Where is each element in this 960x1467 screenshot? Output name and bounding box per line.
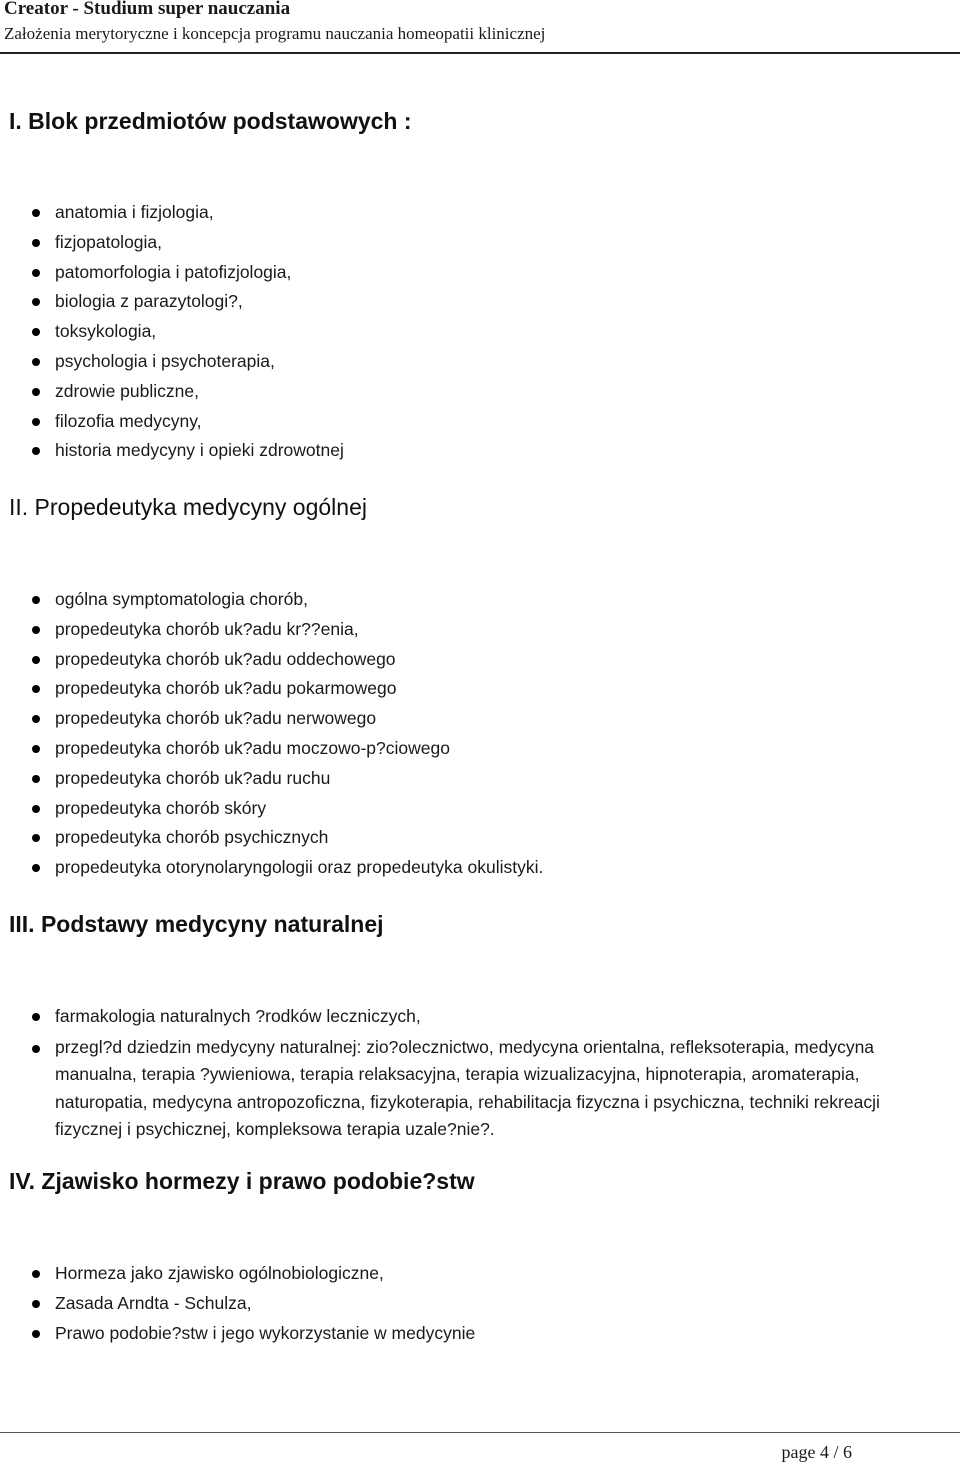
bullet-icon <box>32 834 40 842</box>
section-heading-1: I. Blok przedmiotów podstawowych : <box>9 108 412 134</box>
list-item: anatomia i fizjologia, <box>0 198 950 228</box>
section-heading-4: IV. Zjawisko hormezy i prawo podobie?stw <box>9 1168 475 1194</box>
list-item: filozofia medycyny, <box>0 407 950 437</box>
bullet-icon <box>32 656 40 664</box>
bullet-icon <box>32 1045 40 1053</box>
list-item: propedeutyka chorób uk?adu nerwowego <box>0 704 950 734</box>
bullet-icon <box>32 864 40 872</box>
list-item: biologia z parazytologi?, <box>0 287 950 317</box>
list-item: Hormeza jako zjawisko ogólnobiologiczne, <box>0 1259 950 1289</box>
bullet-icon <box>32 418 40 426</box>
bullet-icon <box>32 596 40 604</box>
bullet-icon <box>32 388 40 396</box>
bullet-icon <box>32 626 40 634</box>
list-item: patomorfologia i patofizjologia, <box>0 258 950 288</box>
page-number: page 4 / 6 <box>781 1442 852 1462</box>
bullet-icon <box>32 1330 40 1338</box>
bullet-icon <box>32 209 40 217</box>
list-item: Zasada Arndta - Schulza, <box>0 1289 950 1319</box>
list-item: toksykologia, <box>0 317 950 347</box>
bullet-icon <box>32 715 40 723</box>
bullet-icon <box>32 269 40 277</box>
list-item: Prawo podobie?stw i jego wykorzystanie w medycynie <box>0 1319 950 1349</box>
section-list-2 <box>0 585 950 883</box>
bullet-icon <box>32 239 40 247</box>
list-item: psychologia i psychoterapia, <box>0 347 950 377</box>
list-item: historia medycyny i opieki zdrowotnej <box>0 436 950 466</box>
list-item: propedeutyka chorób skóry <box>0 794 950 824</box>
section-list-4 <box>0 1259 950 1348</box>
list-item: propedeutyka otorynolaryngologii oraz propedeutyka okulistyki. <box>0 853 950 883</box>
bullet-icon <box>32 298 40 306</box>
list-item: przegl?d dziedzin medycyny naturalnej: zio?olecznictwo, medycyna orientalna, refleksoterapia, medycyna manualna, terapia ?ywieniowa, terapia relaksacyjna, terapia wizualizacyjna, hipnoterapia, aromaterapia, naturopatia, medycyna antropozoficzna, fizykoterapia, rehabilitacja fizyczna i psychiczna, techniki rekreacji fizycznej i psychicznej, kompleksowa terapia uzale?nie?. <box>0 1034 950 1144</box>
list-item: propedeutyka chorób uk?adu ruchu <box>0 764 950 794</box>
bullet-icon <box>32 328 40 336</box>
list-item: fizjopatologia, <box>0 228 950 258</box>
bullet-icon <box>32 358 40 366</box>
footer-divider <box>0 1432 960 1433</box>
list-item: farmakologia naturalnych ?rodków leczniczych, <box>0 1002 950 1032</box>
list-item: propedeutyka chorób uk?adu oddechowego <box>0 645 950 675</box>
header-title: Creator - Studium super nauczania <box>4 0 291 19</box>
page-header <box>0 0 960 54</box>
bullet-icon <box>32 1013 40 1021</box>
bullet-icon <box>32 805 40 813</box>
list-item: propedeutyka chorób psychicznych <box>0 823 950 853</box>
list-item: propedeutyka chorób uk?adu moczowo-p?ciowego <box>0 734 950 764</box>
bullet-icon <box>32 1300 40 1308</box>
section-heading-3: III. Podstawy medycyny naturalnej <box>9 911 384 937</box>
bullet-icon <box>32 685 40 693</box>
bullet-icon <box>32 745 40 753</box>
bullet-icon <box>32 447 40 455</box>
header-subtitle: Założenia merytoryczne i koncepcja programu nauczania homeopatii klinicznej <box>4 24 546 43</box>
section-list-3 <box>0 1002 950 1144</box>
list-item: propedeutyka chorób uk?adu kr??enia, <box>0 615 950 645</box>
list-item: ogólna symptomatologia chorób, <box>0 585 950 615</box>
list-item: propedeutyka chorób uk?adu pokarmowego <box>0 674 950 704</box>
list-item: zdrowie publiczne, <box>0 377 950 407</box>
bullet-icon <box>32 775 40 783</box>
section-list-1 <box>0 198 950 466</box>
section-heading-2: II. Propedeutyka medycyny ogólnej <box>9 494 367 520</box>
bullet-icon <box>32 1270 40 1278</box>
